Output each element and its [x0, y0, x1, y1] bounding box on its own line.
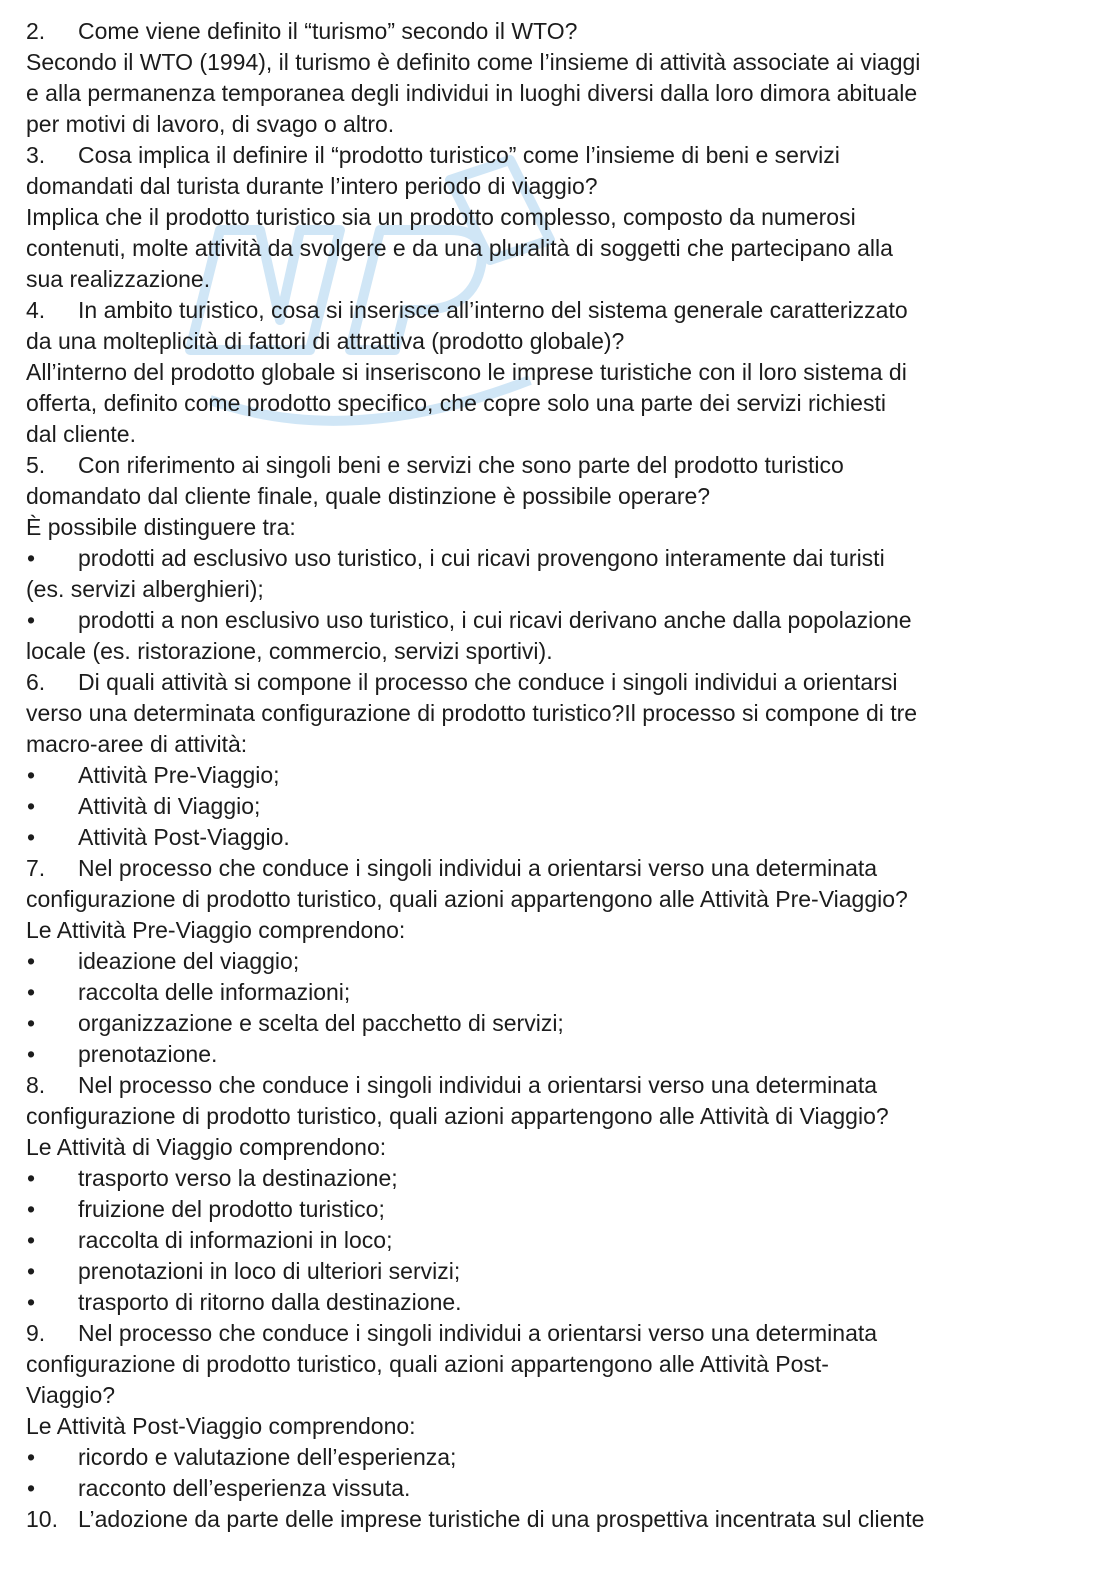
line-text: (es. servizi alberghieri);	[26, 576, 264, 602]
bullet-icon: •	[27, 762, 36, 788]
text-line	[26, 78, 1100, 109]
line-text: prenotazione.	[78, 1041, 218, 1067]
line-text: Secondo il WTO (1994), il turismo è definito come l’insieme di attività associate ai viaggi	[26, 49, 921, 75]
bullet-item	[26, 1039, 1100, 1070]
question-line	[26, 1318, 1100, 1349]
line-text: raccolta delle informazioni;	[78, 979, 351, 1005]
line-text: Nel processo che conduce i singoli individui a orientarsi verso una determinata	[78, 855, 878, 881]
bullet-item	[26, 1473, 1100, 1504]
line-text: locale (es. ristorazione, commercio, servizi sportivi).	[26, 638, 553, 664]
line-text: Viaggio?	[26, 1382, 116, 1408]
line-text: da una molteplicità di fattori di attrattiva (prodotto globale)?	[26, 328, 625, 354]
line-text: dal cliente.	[26, 421, 136, 447]
question-number: 6.	[26, 669, 46, 695]
document-page	[26, 16, 1100, 1535]
text-line	[26, 264, 1100, 295]
line-text: racconto dell’esperienza vissuta.	[78, 1475, 411, 1501]
text-line	[26, 47, 1100, 78]
question-line	[26, 16, 1100, 47]
text-line	[26, 1101, 1100, 1132]
bullet-item	[26, 946, 1100, 977]
line-text: raccolta di informazioni in loco;	[78, 1227, 393, 1253]
text-line	[26, 1411, 1100, 1442]
line-text: Di quali attività si compone il processo che conduce i singoli individui a orientarsi	[78, 669, 898, 695]
bullet-icon: •	[27, 1444, 36, 1470]
text-line	[26, 1349, 1100, 1380]
text-line	[26, 481, 1100, 512]
question-number: 9.	[26, 1320, 46, 1346]
bullet-icon: •	[27, 1010, 36, 1036]
text-line	[26, 729, 1100, 760]
bullet-item	[26, 1256, 1100, 1287]
question-line	[26, 667, 1100, 698]
line-text: domandati dal turista durante l’intero periodo di viaggio?	[26, 173, 598, 199]
line-text: Come viene definito il “turismo” secondo il WTO?	[78, 18, 578, 44]
text-line	[26, 698, 1100, 729]
line-text: Le Attività Pre-Viaggio comprendono:	[26, 917, 406, 943]
line-text: L’adozione da parte delle imprese turistiche di una prospettiva incentrata sul cliente	[78, 1506, 925, 1532]
bullet-icon: •	[27, 545, 36, 571]
question-line	[26, 1070, 1100, 1101]
bullet-item	[26, 791, 1100, 822]
bullet-icon: •	[27, 1475, 36, 1501]
question-line	[26, 140, 1100, 171]
question-line	[26, 295, 1100, 326]
bullet-item	[26, 1442, 1100, 1473]
question-number: 7.	[26, 855, 46, 881]
line-text: contenuti, molte attività da svolgere e da una pluralità di soggetti che partecipano alla	[26, 235, 893, 261]
text-line	[26, 171, 1100, 202]
bullet-icon: •	[27, 1227, 36, 1253]
text-line	[26, 512, 1100, 543]
line-text: configurazione di prodotto turistico, quali azioni appartengono alle Attività Pre-Viaggio?	[26, 886, 908, 912]
line-text: trasporto verso la destinazione;	[78, 1165, 398, 1191]
text-line	[26, 202, 1100, 233]
bullet-item	[26, 543, 1100, 574]
text-line	[26, 419, 1100, 450]
bullet-icon: •	[27, 1041, 36, 1067]
line-text: prenotazioni in loco di ulteriori servizi;	[78, 1258, 461, 1284]
line-text: offerta, definito come prodotto specifico, che copre solo una parte dei servizi richiesti	[26, 390, 886, 416]
question-line	[26, 1504, 1100, 1535]
bullet-item	[26, 1163, 1100, 1194]
bullet-item	[26, 605, 1100, 636]
line-text: Con riferimento ai singoli beni e servizi che sono parte del prodotto turistico	[78, 452, 844, 478]
line-text: configurazione di prodotto turistico, quali azioni appartengono alle Attività Post-	[26, 1351, 829, 1377]
line-text: domandato dal cliente finale, quale distinzione è possibile operare?	[26, 483, 711, 509]
question-number: 10.	[26, 1506, 58, 1532]
line-text: Implica che il prodotto turistico sia un prodotto complesso, composto da numerosi	[26, 204, 856, 230]
line-text: ideazione del viaggio;	[78, 948, 300, 974]
bullet-icon: •	[27, 1165, 36, 1191]
line-text: prodotti a non esclusivo uso turistico, i cui ricavi derivano anche dalla popolazione	[78, 607, 912, 633]
question-number: 2.	[26, 18, 46, 44]
question-line	[26, 853, 1100, 884]
question-line	[26, 450, 1100, 481]
text-line	[26, 326, 1100, 357]
line-text: configurazione di prodotto turistico, quali azioni appartengono alle Attività di Viaggio?	[26, 1103, 889, 1129]
line-text: fruizione del prodotto turistico;	[78, 1196, 385, 1222]
line-text: Attività Post-Viaggio.	[78, 824, 290, 850]
line-text: Cosa implica il definire il “prodotto turistico” come l’insieme di beni e servizi	[78, 142, 840, 168]
question-number: 8.	[26, 1072, 46, 1098]
bullet-item	[26, 977, 1100, 1008]
bullet-item	[26, 1194, 1100, 1225]
bullet-item	[26, 1225, 1100, 1256]
line-text: trasporto di ritorno dalla destinazione.	[78, 1289, 462, 1315]
line-text: All’interno del prodotto globale si inseriscono le imprese turistiche con il loro sistema di	[26, 359, 907, 385]
text-line	[26, 884, 1100, 915]
bullet-icon: •	[27, 948, 36, 974]
text-line	[26, 357, 1100, 388]
line-text: sua realizzazione.	[26, 266, 211, 292]
text-line	[26, 574, 1100, 605]
bullet-item	[26, 822, 1100, 853]
bullet-icon: •	[27, 824, 36, 850]
line-text: Le Attività di Viaggio comprendono:	[26, 1134, 387, 1160]
bullet-icon: •	[27, 793, 36, 819]
line-text: Attività Pre-Viaggio;	[78, 762, 280, 788]
bullet-icon: •	[27, 1196, 36, 1222]
question-number: 4.	[26, 297, 46, 323]
bullet-item	[26, 1287, 1100, 1318]
line-text: verso una determinata configurazione di prodotto turistico?Il processo si compone di tre	[26, 700, 918, 726]
text-line	[26, 915, 1100, 946]
text-line	[26, 1132, 1100, 1163]
text-line	[26, 636, 1100, 667]
line-text: Attività di Viaggio;	[78, 793, 261, 819]
bullet-icon: •	[27, 607, 36, 633]
text-line	[26, 233, 1100, 264]
bullet-icon: •	[27, 1289, 36, 1315]
line-text: organizzazione e scelta del pacchetto di servizi;	[78, 1010, 564, 1036]
bullet-icon: •	[27, 1258, 36, 1284]
line-text: Nel processo che conduce i singoli individui a orientarsi verso una determinata	[78, 1072, 878, 1098]
line-text: ricordo e valutazione dell’esperienza;	[78, 1444, 457, 1470]
line-text: In ambito turistico, cosa si inserisce all’interno del sistema generale caratterizzato	[78, 297, 908, 323]
text-line	[26, 109, 1100, 140]
line-text: e alla permanenza temporanea degli individui in luoghi diversi dalla loro dimora abituale	[26, 80, 918, 106]
question-number: 5.	[26, 452, 46, 478]
line-text: Nel processo che conduce i singoli individui a orientarsi verso una determinata	[78, 1320, 878, 1346]
line-text: È possibile distinguere tra:	[26, 514, 296, 540]
bullet-item	[26, 760, 1100, 791]
line-text: per motivi di lavoro, di svago o altro.	[26, 111, 395, 137]
text-line	[26, 388, 1100, 419]
bullet-icon: •	[27, 979, 36, 1005]
question-number: 3.	[26, 142, 46, 168]
line-text: macro-aree di attività:	[26, 731, 248, 757]
text-line	[26, 1380, 1100, 1411]
line-text: prodotti ad esclusivo uso turistico, i cui ricavi provengono interamente dai turisti	[78, 545, 885, 571]
line-text: Le Attività Post-Viaggio comprendono:	[26, 1413, 416, 1439]
bullet-item	[26, 1008, 1100, 1039]
